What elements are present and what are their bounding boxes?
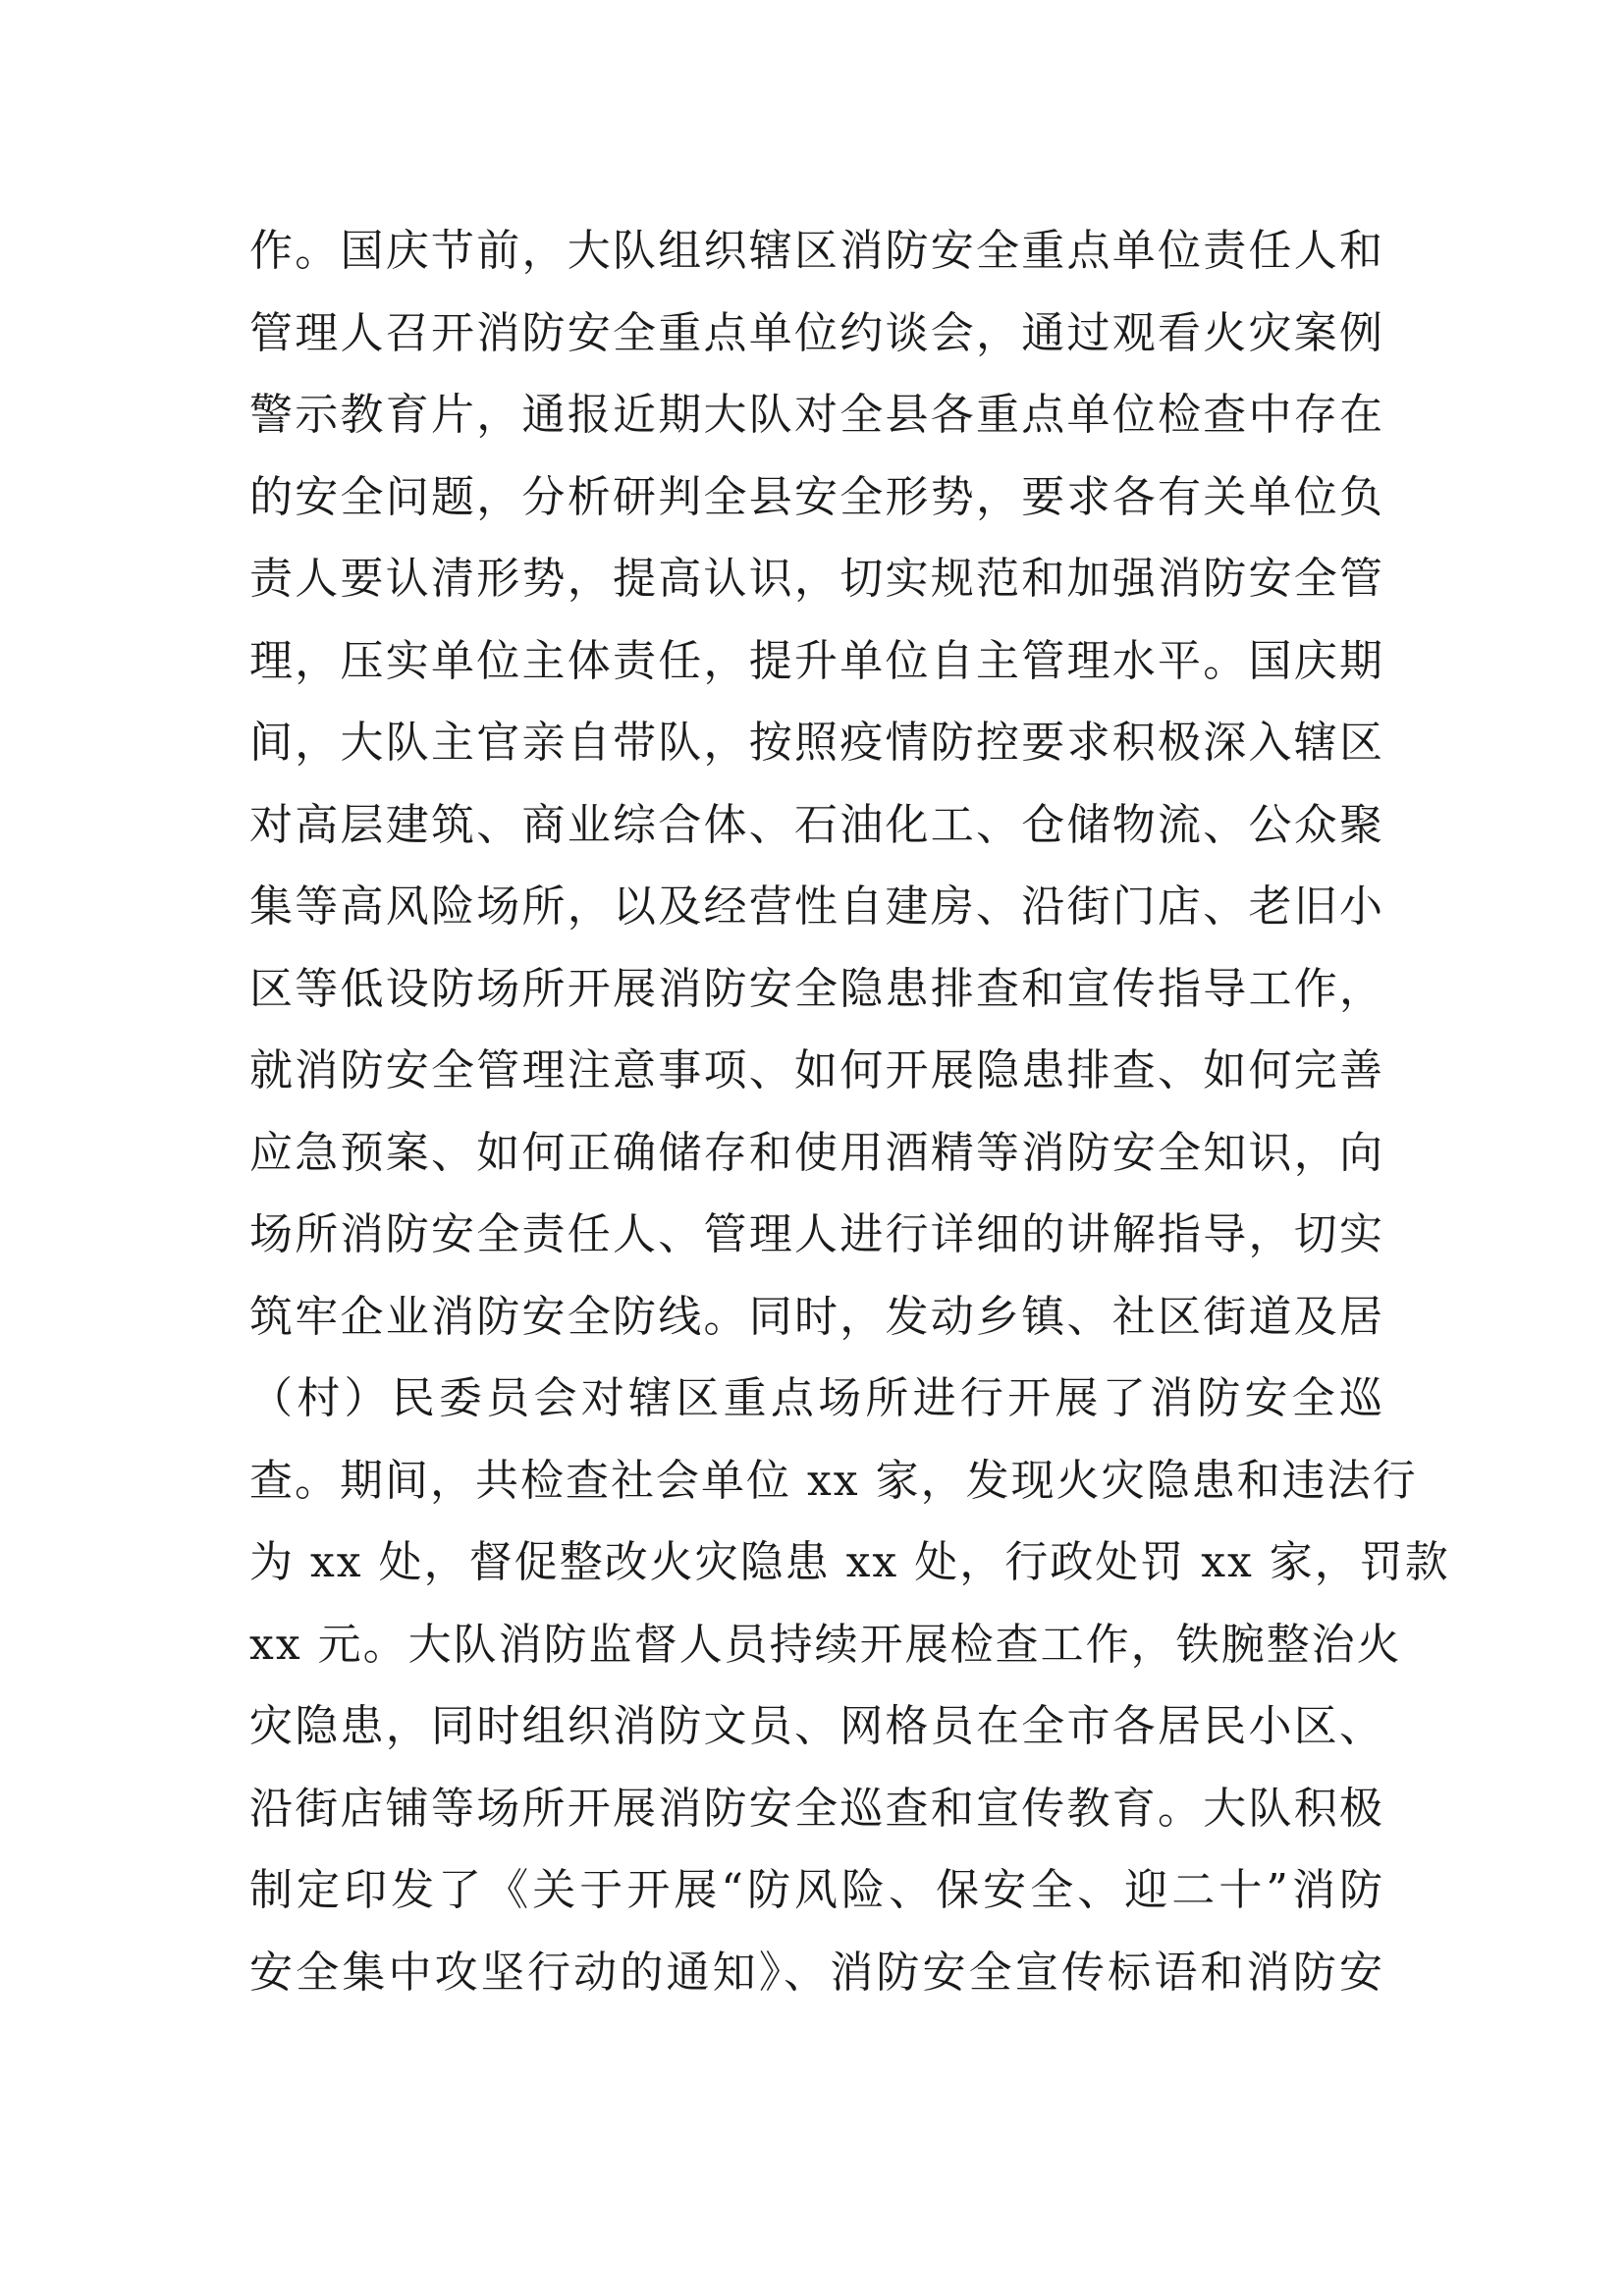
text-line-4: 的安全问题，分析研判全县安全形势，要求各有关单位负 (249, 471, 1384, 522)
text-line-19: 灾隐患，同时组织消防文员、网格员在全市各居民小区、 (249, 1701, 1384, 1751)
text-line-3: 警示教育片，通报近期大队对全县各重点单位检查中存在 (249, 390, 1384, 440)
text-line-14: 筑牢企业消防安全防线。同时，发动乡镇、社区街道及居 (249, 1291, 1384, 1342)
text-line-7: 间，大队主官亲自带队，按照疫情防控要求积极深入辖区 (249, 718, 1384, 768)
text-line-13: 场所消防安全责任人、管理人进行详细的讲解指导，切实 (249, 1209, 1384, 1259)
text-line-20: 沿街店铺等场所开展消防安全巡查和宣传教育。大队积极 (249, 1783, 1384, 1834)
text-line-10: 区等低设防场所开展消防安全隐患排查和宣传指导工作， (249, 963, 1384, 1014)
text-line-12: 应急预案、如何正确储存和使用酒精等消防安全知识，向 (249, 1127, 1384, 1178)
text-line-6: 理，压实单位主体责任，提升单位自主管理水平。国庆期 (249, 635, 1384, 686)
text-line-5: 责人要认清形势，提高认识，切实规范和加强消防安全管 (249, 554, 1384, 604)
text-line-2: 管理人召开消防安全重点单位约谈会，通过观看火灾案例 (249, 307, 1384, 358)
text-line-18: xx 元。大队消防监督人员持续开展检查工作，铁腕整治火 (249, 1619, 1402, 1670)
text-line-21: 制定印发了《关于开展“防风险、保安全、迎二十”消防 (249, 1865, 1384, 1915)
text-line-22: 安全集中攻坚行动的通知》、消防安全宣传标语和消防安 (249, 1947, 1384, 1998)
text-line-9: 集等高风险场所，以及经营性自建房、沿街门店、老旧小 (249, 881, 1384, 932)
body-paragraph (249, 210, 1450, 2013)
text-line-16: 查。期间，共检查社会单位 xx 家，发现火灾隐患和违法行 (249, 1455, 1418, 1506)
text-line-17: 为 xx 处，督促整改火灾隐患 xx 处，行政处罚 xx 家，罚款 (249, 1537, 1450, 1587)
text-line-11: 就消防安全管理注意事项、如何开展隐患排查、如何完善 (249, 1045, 1384, 1095)
text-line-8: 对高层建筑、商业综合体、石油化工、仓储物流、公众聚 (249, 799, 1384, 850)
text-line-15: （村）民委员会对辖区重点场所进行开展了消防安全巡 (249, 1373, 1384, 1423)
text-line-1: 作。国庆节前，大队组织辖区消防安全重点单位责任人和 (249, 226, 1384, 276)
